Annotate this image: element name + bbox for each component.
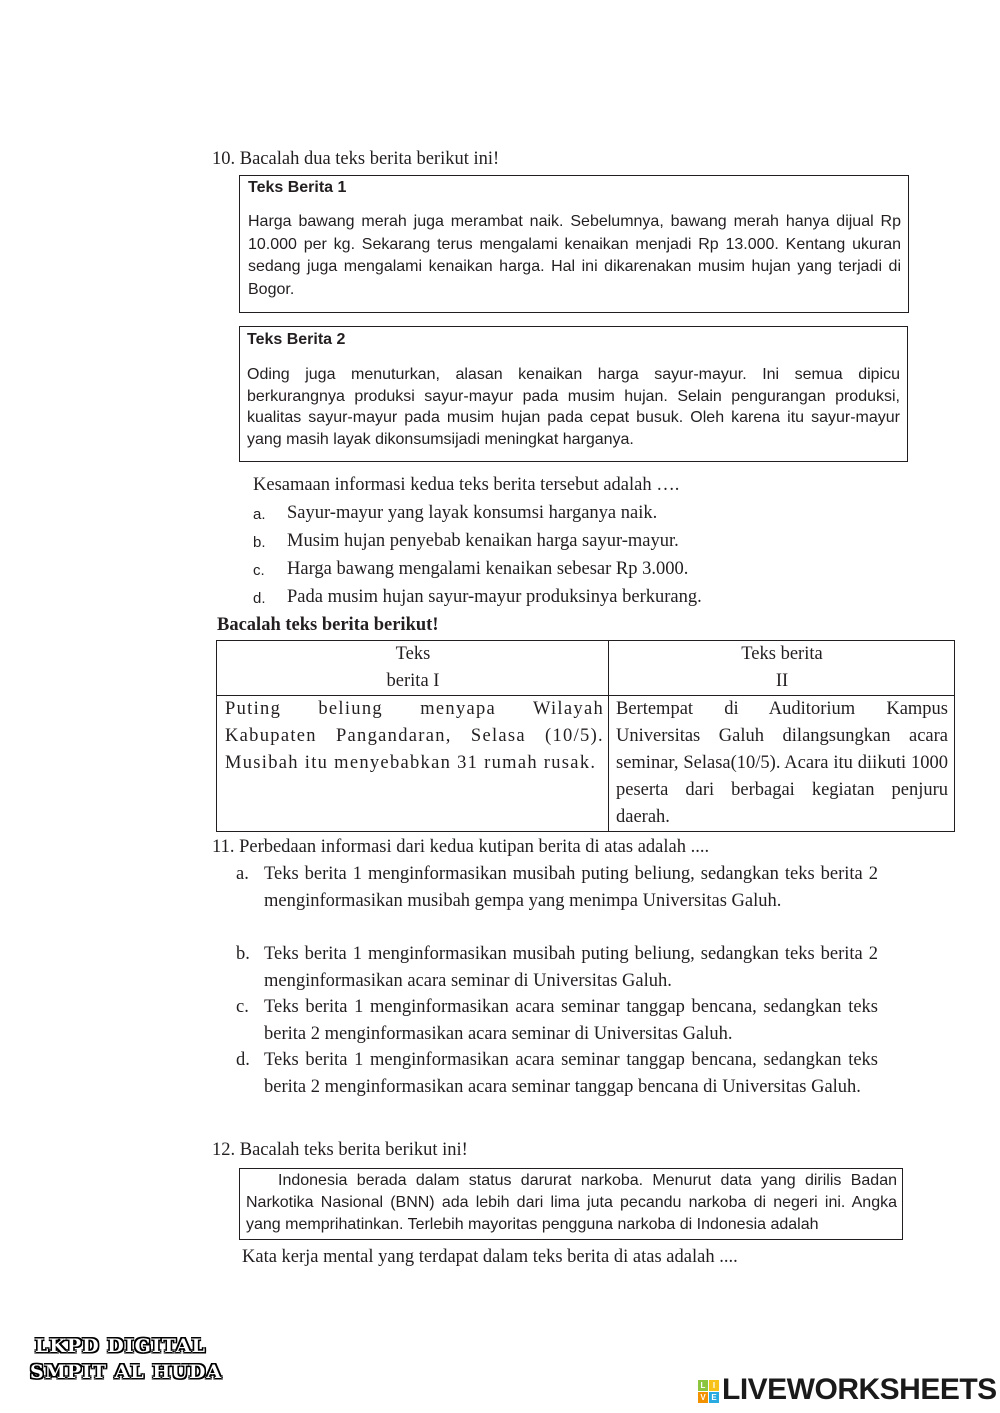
option-letter: b. xyxy=(236,944,250,964)
option-letter: d. xyxy=(253,590,266,607)
news-2-body: Oding juga menuturkan, alasan kenaikan harga sayur-mayur. Ini semua dipicu berkurangnya produksi sayur-mayur pada musim hujan. Selain pengurangan produksi, kualitas sayur-mayur pada musim hujan pada cepat busuk. Oleh karena itu sayur-mayur yang masih layak dikonsumsijadi meningkat harganya. xyxy=(247,366,900,448)
q10-option-c[interactable] xyxy=(253,556,753,584)
q10-question: Kesamaan informasi kedua teks berita tersebut adalah …. xyxy=(253,475,680,495)
table-heading: Bacalah teks berita berikut! xyxy=(217,615,439,635)
liveworksheets-brand[interactable]: LIVEWORKSHEETS xyxy=(722,1373,997,1406)
q11-option-d[interactable] xyxy=(236,1047,878,1101)
q11-option-c[interactable] xyxy=(236,994,878,1048)
news-box-3 xyxy=(239,1168,903,1240)
q10-option-d[interactable] xyxy=(253,584,753,612)
news-1-title: Teks Berita 1 xyxy=(248,179,347,196)
q12-stem: 12. Bacalah teks berita berikut ini! xyxy=(212,1140,468,1160)
news-1-body: Harga bawang merah juga merambat naik. Sebelumnya, bawang merah hanya dijual Rp 10.000 per kg. Sekarang terus mengalami kenaikan menjadi Rp 13.000. Kentang ukuran sedang juga mengalami kenaikan harga. Hal ini dikarenakan musim hujan yang terjadi di Bogor. xyxy=(248,213,901,298)
q11-option-a[interactable] xyxy=(236,861,878,915)
news-box-1 xyxy=(239,175,909,313)
option-text: Pada musim hujan sayur-mayur produksinya berkurang. xyxy=(287,587,702,607)
col1-header-line1: Teks xyxy=(395,644,431,664)
col2-header xyxy=(609,641,955,696)
school-label-line2: SMPIT AL HUDA xyxy=(30,1361,223,1383)
table-body-row xyxy=(217,696,955,832)
option-text: Teks berita 1 menginformasikan musibah puting beliung, sedangkan teks berita 2 menginformasikan acara seminar di Universitas Galuh. xyxy=(264,944,878,991)
col2-header-line1: Teks berita xyxy=(741,644,823,664)
option-letter: c. xyxy=(253,562,265,579)
q10-option-a[interactable] xyxy=(253,500,753,528)
option-letter: a. xyxy=(253,506,266,523)
table-header-row xyxy=(217,641,955,696)
option-letter: b. xyxy=(253,534,266,551)
q10-option-b[interactable] xyxy=(253,528,753,556)
q10-stem: 10. Bacalah dua teks berita berikut ini! xyxy=(212,149,500,169)
news-comparison-table xyxy=(216,640,955,832)
logo-tile-i: I xyxy=(709,1380,719,1391)
q12-question: Kata kerja mental yang terdapat dalam teks berita di atas adalah .... xyxy=(242,1247,738,1267)
logo-tile-v: V xyxy=(698,1392,708,1403)
col1-header xyxy=(217,641,609,696)
col2-header-line2: II xyxy=(775,671,789,691)
option-letter: a. xyxy=(236,864,249,884)
q10-options xyxy=(253,500,753,612)
news-box-2 xyxy=(239,326,908,462)
option-text: Teks berita 1 menginformasikan musibah puting beliung, sedangkan teks berita 2 menginformasikan musibah gempa yang menimpa Universitas Galuh. xyxy=(264,864,878,911)
option-letter: d. xyxy=(236,1050,250,1070)
option-text: Sayur-mayur yang layak konsumsi harganya naik. xyxy=(287,503,658,523)
col1-header-line2: berita I xyxy=(386,671,440,691)
news-2-title: Teks Berita 2 xyxy=(247,331,346,348)
school-label-line1: LKPD DIGITAL xyxy=(35,1335,206,1357)
logo-tile-l: L xyxy=(698,1380,708,1391)
option-text: Harga bawang mengalami kenaikan sebesar Rp 3.000. xyxy=(287,559,689,579)
col2-body: Bertempat di Auditorium Kampus Universitas Galuh dilangsungkan acara seminar, Selasa(10/5). Acara itu diikuti 1000 peserta dari berbagai kegiatan penjuru daerah. xyxy=(609,696,955,832)
option-text: Teks berita 1 menginformasikan acara seminar tanggap bencana, sedangkan teks berita 2 menginformasikan acara seminar di Universitas Galuh. xyxy=(264,997,878,1044)
option-text: Teks berita 1 menginformasikan acara seminar tanggap bencana, sedangkan teks berita 2 menginformasikan acara seminar tanggap bencana di Universitas Galuh. xyxy=(264,1050,878,1097)
option-text: Musim hujan penyebab kenaikan harga sayur-mayur. xyxy=(287,531,679,551)
q11-option-b[interactable] xyxy=(236,941,878,995)
logo-tile-e: E xyxy=(709,1392,719,1403)
q11-stem: 11. Perbedaan informasi dari kedua kutipan berita di atas adalah .... xyxy=(212,837,710,857)
col1-body: Puting beliung menyapa Wilayah Kabupaten Pangandaran, Selasa (10/5). Musibah itu menyebabkan 31 rumah rusak. xyxy=(217,696,609,832)
liveworksheets-logo-icon xyxy=(698,1380,720,1404)
option-letter: c. xyxy=(236,997,249,1017)
q12-news-body: Indonesia berada dalam status darurat narkoba. Menurut data yang dirilis Badan Narkotika Nasional (BNN) ada lebih dari lima juta pecandu narkoba di negeri ini. Angka yang memprihatinkan. Terlebih mayoritas pengguna narkoba di Indonesia adalah xyxy=(246,1172,897,1233)
